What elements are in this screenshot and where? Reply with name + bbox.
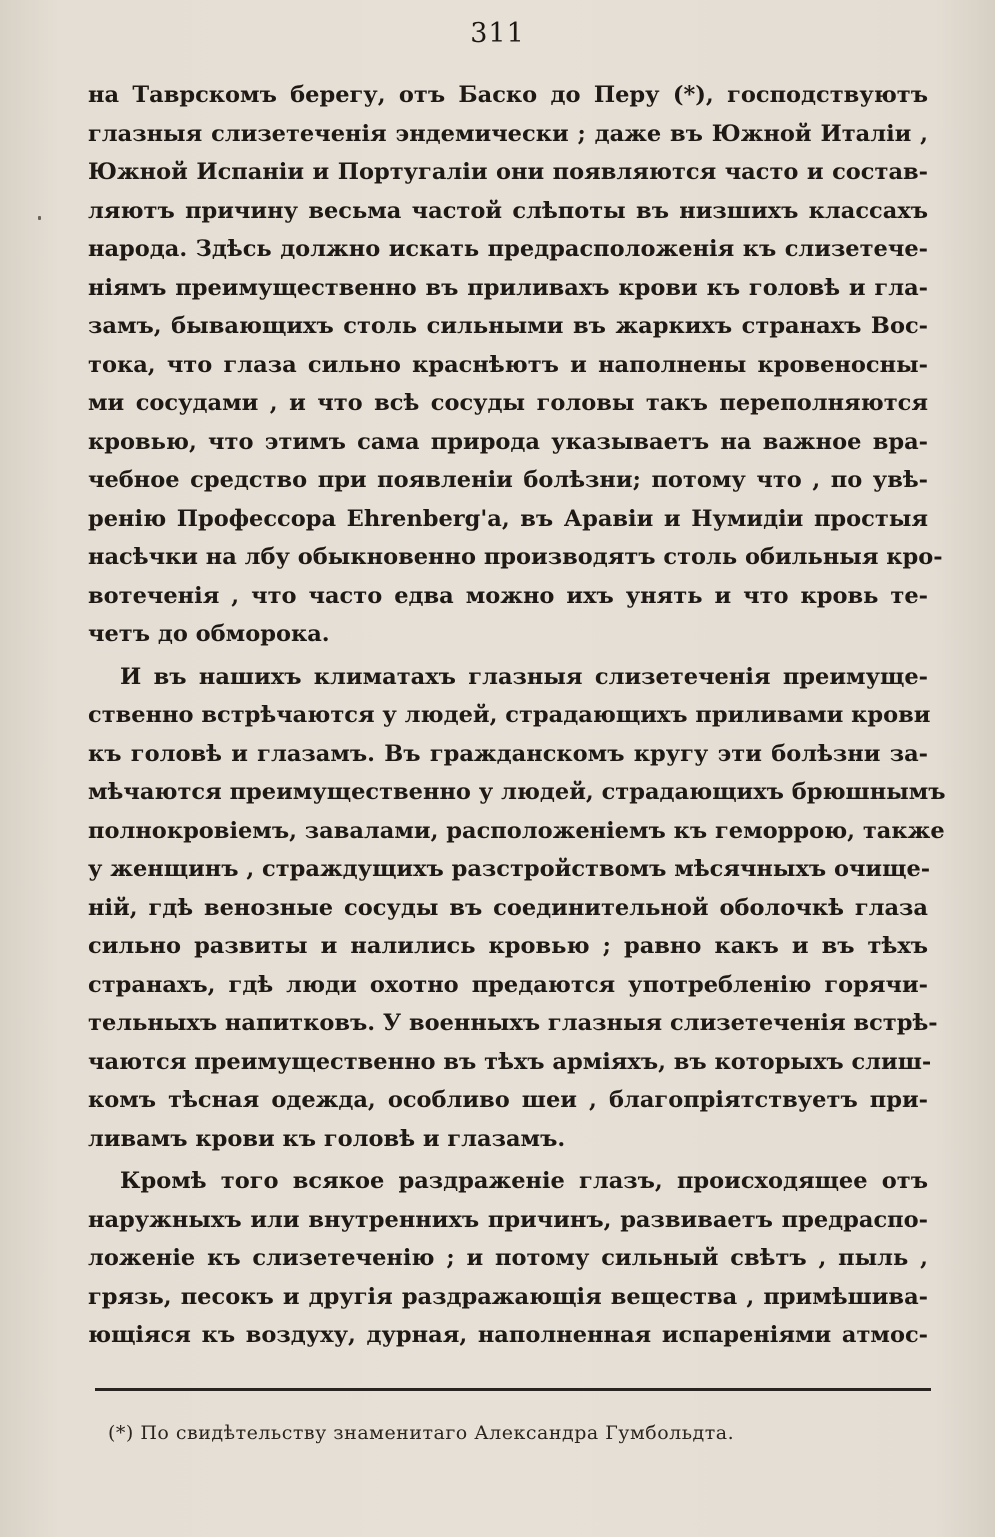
text-line: ляютъ причину весьма частой слѣпоты въ низшихъ классахъ xyxy=(88,197,928,224)
text-line: народа. Здѣсь должно искать предрасположенія къ слизетече- xyxy=(88,236,928,262)
text-line: замъ, бывающихъ столь сильными въ жаркихъ странахъ Вос- xyxy=(88,313,928,339)
text-line: комъ тѣсная одежда, особливо шеи , благопріятствуетъ при- xyxy=(88,1087,928,1113)
paragraph-1 xyxy=(88,76,943,654)
text-line: тока, что глаза сильно краснѣютъ и наполнены кровеносны- xyxy=(88,351,928,378)
text-line: наружныхъ или внутреннихъ причинъ, развиваетъ предраспо- xyxy=(88,1206,928,1233)
text-line: ственно встрѣчаются у людей, страдающихъ приливами крови xyxy=(88,702,931,728)
text-line: Южной Испаніи и Португаліи они появляются часто и состав- xyxy=(88,159,928,185)
text-line: кровью, что этимъ сама природа указываетъ на важное вра- xyxy=(88,428,928,455)
text-line: странахъ, гдѣ люди охотно предаются употребленію горячи- xyxy=(88,971,928,998)
text-line: ніямъ преимущественно въ приливахъ крови къ головѣ и гла- xyxy=(88,274,928,301)
text-line: ющіяся къ воздуху, дурная, наполненная испареніями атмос- xyxy=(88,1322,928,1348)
paragraph-3 xyxy=(88,1162,928,1355)
page-number: 311 xyxy=(470,18,525,49)
page-speck xyxy=(38,216,41,220)
text-line: чебное средство при появленіи болѣзни; потому что , по увѣ- xyxy=(88,467,928,493)
text-line: мѣчаются преимущественно у людей, страдающихъ брюшнымъ xyxy=(88,779,946,805)
text-line: ми сосудами , и что всѣ сосуды головы такъ переполняются xyxy=(88,390,928,416)
text-line: къ головѣ и глазамъ. Въ гражданскомъ кругу эти болѣзни за- xyxy=(88,740,928,767)
text-line: чаются преимущественно въ тѣхъ арміяхъ, въ которыхъ слиш- xyxy=(88,1048,932,1075)
text-line: тельныхъ напитковъ. У военныхъ глазныя слизетеченія встрѣ- xyxy=(88,1010,938,1036)
paragraph-2 xyxy=(88,658,946,1159)
text-line: ливамъ крови къ головѣ и глазамъ. xyxy=(88,1125,566,1152)
text-line: Кромѣ того всякое раздраженіе глазъ, происходящее отъ xyxy=(120,1168,928,1194)
text-line: ложеніе къ слизетеченію ; и потому сильный свѣтъ , пыль , xyxy=(88,1245,928,1271)
text-line: вотеченія , что часто едва можно ихъ унять и что кровь те- xyxy=(88,582,928,609)
text-line: грязь, песокъ и другія раздражающія вещества , примѣшива- xyxy=(88,1283,928,1310)
footnote-divider xyxy=(95,1388,931,1391)
text-line: насѣчки на лбу обыкновенно производятъ столь обильныя кро- xyxy=(88,544,943,570)
footnote: (*) По свидѣтельству знаменитаго Александра Гумбольдта. xyxy=(108,1422,735,1444)
text-line: четъ до обморока. xyxy=(88,621,330,647)
text-line: И въ нашихъ климатахъ глазныя слизетеченія преимуще- xyxy=(120,663,928,690)
text-line: на Таврскомъ берегу, отъ Баско до Перу (*), господствуютъ xyxy=(88,82,928,108)
body-text xyxy=(88,76,946,1355)
text-line: глазныя слизетеченія эндемически ; даже въ Южной Италіи , xyxy=(88,120,928,147)
text-line: полнокровіемъ, завалами, расположеніемъ къ геморрою, также xyxy=(88,817,945,844)
text-line: ренію Профессора Ehrenberg'а, въ Аравіи и Нумидіи простыя xyxy=(88,505,928,532)
text-line: у женщинъ , страждущихъ разстройствомъ мѣсячныхъ очище- xyxy=(88,856,931,882)
text-line: ній, гдѣ венозные сосуды въ соединительной оболочкѣ глаза xyxy=(88,894,928,921)
text-line: сильно развиты и налились кровью ; равно какъ и въ тѣхъ xyxy=(88,933,928,959)
